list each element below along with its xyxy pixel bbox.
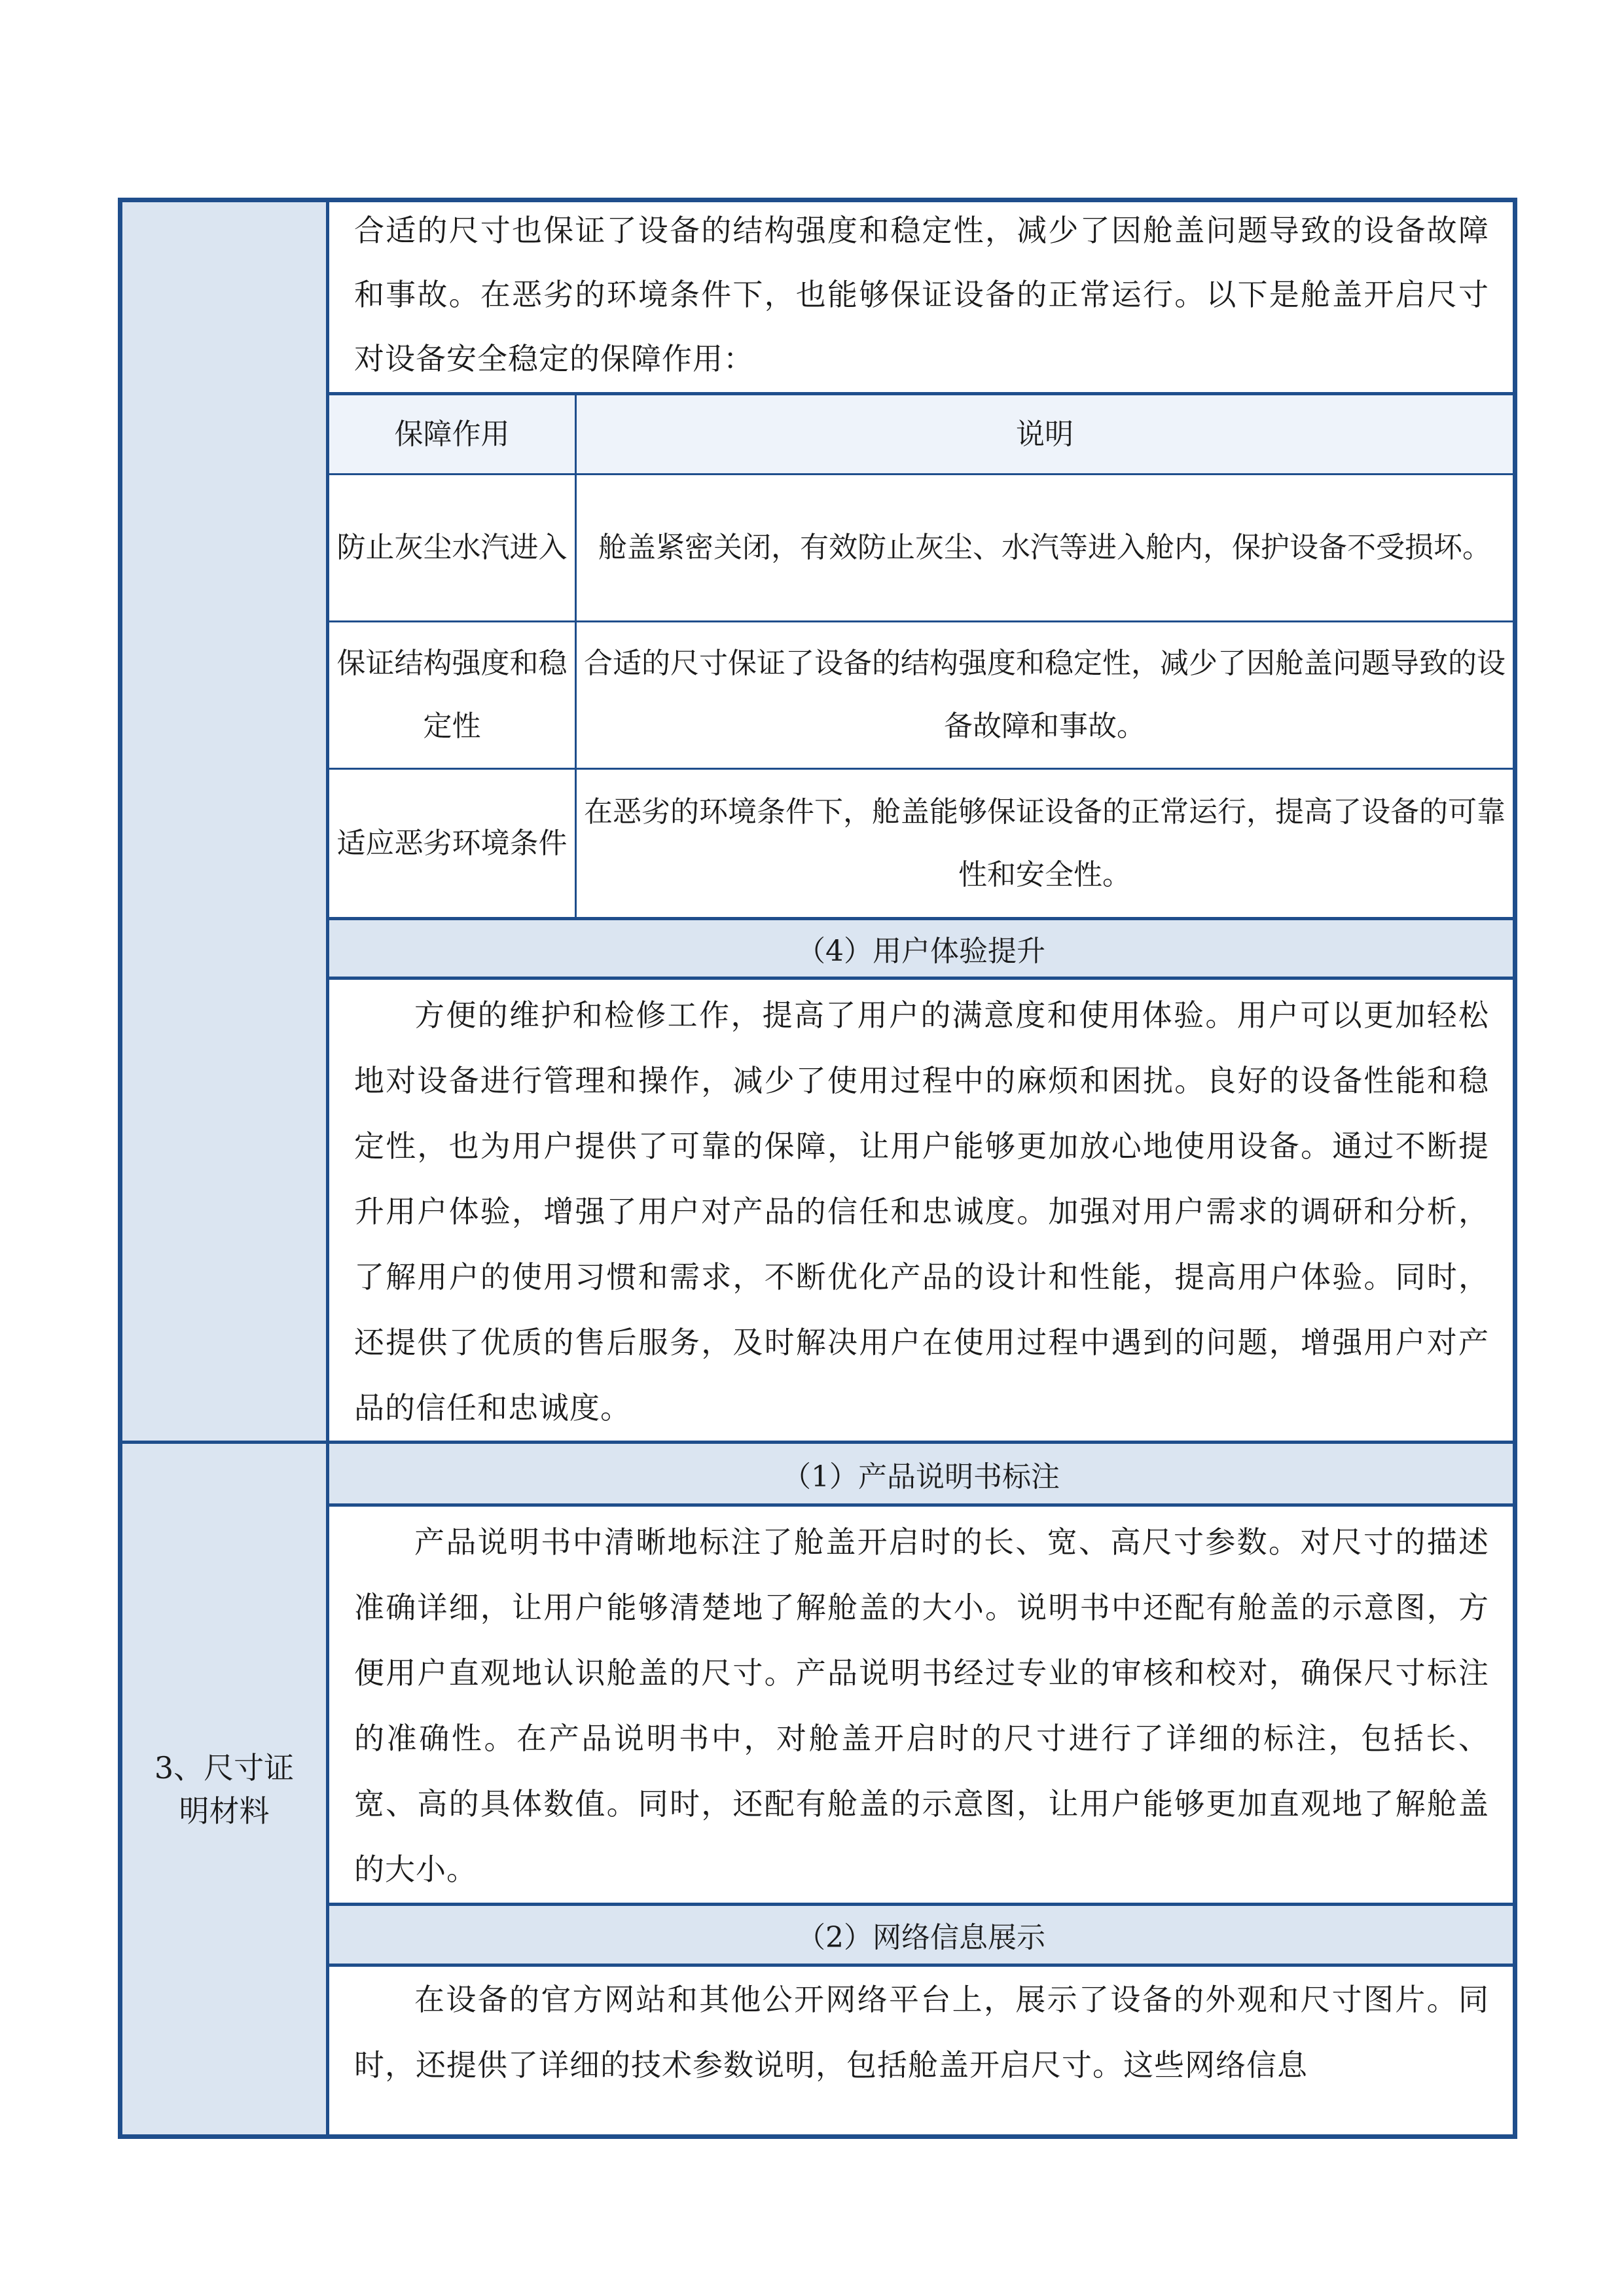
- table-cell-effect: 适应恶劣环境条件: [329, 770, 577, 917]
- guarantee-table: [329, 392, 1513, 917]
- table-header-description: 说明: [577, 395, 1513, 475]
- table-cell-effect: 防止灰尘水汽进入: [329, 475, 577, 622]
- table-cell-description: 合适的尺寸保证了设备的结构强度和稳定性，减少了因舱盖问题导致的设备故障和事故。: [577, 622, 1513, 770]
- network-paragraph: 在设备的官方网站和其他公开网络平台上，展示了设备的外观和尺寸图片。同时，还提供了详细的技术参数说明，包括舱盖开启尺寸。这些网络信息: [354, 1982, 1489, 2083]
- section-title-user-experience: （4）用户体验提升: [329, 917, 1513, 980]
- table-header-effect: 保障作用: [329, 395, 577, 475]
- row2-label-cell: [122, 1444, 329, 2134]
- table-cell-description: 舱盖紧密关闭，有效防止灰尘、水汽等进入舱内，保护设备不受损坏。: [577, 475, 1513, 622]
- intro-paragraph: 合适的尺寸也保证了设备的结构强度和稳定性，减少了因舱盖问题导致的设备故障和事故。在恶劣的环境条件下，也能够保证设备的正常运行。以下是舱盖开启尺寸对设备安全稳定的保障作用：: [354, 213, 1489, 376]
- manual-paragraph: 产品说明书中清晰地标注了舱盖开启时的长、宽、高尺寸参数。对尺寸的描述准确详细，让用户能够清楚地了解舱盖的大小。说明书中还配有舱盖的示意图，方便用户直观地认识舱盖的尺寸。产品说明书经过专业的审核和校对，确保尺寸标注的准确性。在产品说明书中，对舱盖开启时的尺寸进行了详细的标注，包括长、宽、高的具体数值。同时，还配有舱盖的示意图，让用户能够更加直观地了解舱盖的大小。: [354, 1524, 1489, 1887]
- row2-content: [329, 1444, 1513, 2134]
- table-cell-effect: 保证结构强度和稳定性: [329, 622, 577, 770]
- user-experience-paragraph: 方便的维护和检修工作，提高了用户的满意度和使用体验。用户可以更加轻松地对设备进行管理和操作，减少了使用过程中的麻烦和困扰。良好的设备性能和稳定性，也为用户提供了可靠的保障，让用户能够更加放心地使用设备。通过不断提升用户体验，增强了用户对产品的信任和忠诚度。加强对用户需求的调研和分析，了解用户的使用习惯和需求，不断优化产品的设计和性能，提高用户体验。同时，还提供了优质的售后服务，及时解决用户在使用过程中遇到的问题，增强用户对产品的信任和忠诚度。: [354, 997, 1489, 1426]
- row1-label-cell: [122, 202, 329, 1444]
- table-cell-description: 在恶劣的环境条件下，舱盖能够保证设备的正常运行，提高了设备的可靠性和安全性。: [584, 795, 1506, 891]
- section-title-manual: （1）产品说明书标注: [329, 1444, 1513, 1507]
- main-table: [118, 198, 1517, 2139]
- section-title-network: （2）网络信息展示: [329, 1903, 1513, 1967]
- row2-label: 3、尺寸证明材料: [154, 1749, 295, 1829]
- row1-content: [329, 202, 1513, 1444]
